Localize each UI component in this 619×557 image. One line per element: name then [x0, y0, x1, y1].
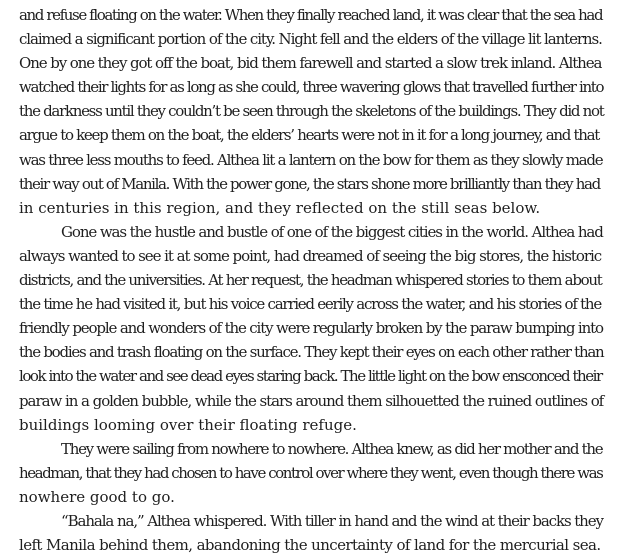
text-line: paraw in a golden bubble, while the stars around them silhouetted the ruined outlines of: [19, 391, 604, 410]
text-line: districts, and the universities. At her request, the headman whispered stories to them about: [19, 271, 602, 290]
text-line: “Bahala na,” Althea whispered. With tiller in hand and the wind at their backs they: [61, 511, 603, 530]
text-line: the darkness until they couldn’t be seen through the skeletons of the buildings. They did not: [19, 102, 604, 121]
text-line: left Manila behind them, abandoning the uncertainty of land for the mercurial sea.: [19, 536, 601, 555]
text-line: the bodies and trash floating on the surface. They kept their eyes on each other rather than: [19, 343, 604, 362]
text-line: in centuries in this region, and they reflected on the still seas below.: [19, 198, 541, 217]
text-line: buildings looming over their floating refuge.: [19, 415, 357, 434]
text-line: nowhere good to go.: [19, 487, 175, 506]
text-line: was three less mouths to feed. Althea lit a lantern on the bow for them as they slowly made: [19, 150, 603, 169]
text-line: One by one they got off the boat, bid them farewell and started a slow trek inland. Althea: [19, 54, 602, 73]
text-line: look into the water and see dead eyes staring back. The little light on the bow ensconced their: [19, 367, 602, 386]
text-line: argue to keep them on the boat, the elders’ hearts were not in it for a long journey, and that: [19, 126, 600, 145]
text-line: always wanted to see it at some point, had dreamed of seeing the big stores, the historic: [19, 246, 602, 265]
text-line: claimed a significant portion of the city. Night fell and the elders of the village lit lanterns.: [19, 30, 602, 49]
paragraph-3: [19, 437, 603, 509]
text-line: Gone was the hustle and bustle of one of the biggest cities in the world. Althea had: [61, 222, 603, 241]
text-line: and refuse floating on the water. When they finally reached land, it was clear that the sea had: [19, 6, 603, 24]
text-line: friendly people and wonders of the city were regularly broken by the paraw bumping into: [19, 319, 603, 338]
document-page: [19, 3, 603, 557]
paragraph-2: [19, 220, 603, 437]
text-line: watched their lights for as long as she could, three wavering glows that travelled further into: [19, 78, 604, 97]
paragraph-4: [19, 509, 603, 557]
text-line: They were sailing from nowhere to nowhere. Althea knew, as did her mother and the: [61, 439, 603, 458]
paragraph-1: [19, 3, 603, 220]
text-line: their way out of Manila. With the power gone, the stars shone more brilliantly than they had: [19, 174, 600, 193]
text-line: the time he had visited it, but his voice carried eerily across the water, and his stories of the: [19, 295, 601, 314]
text-line: headman, that they had chosen to have control over where they went, even though there was: [19, 463, 603, 482]
